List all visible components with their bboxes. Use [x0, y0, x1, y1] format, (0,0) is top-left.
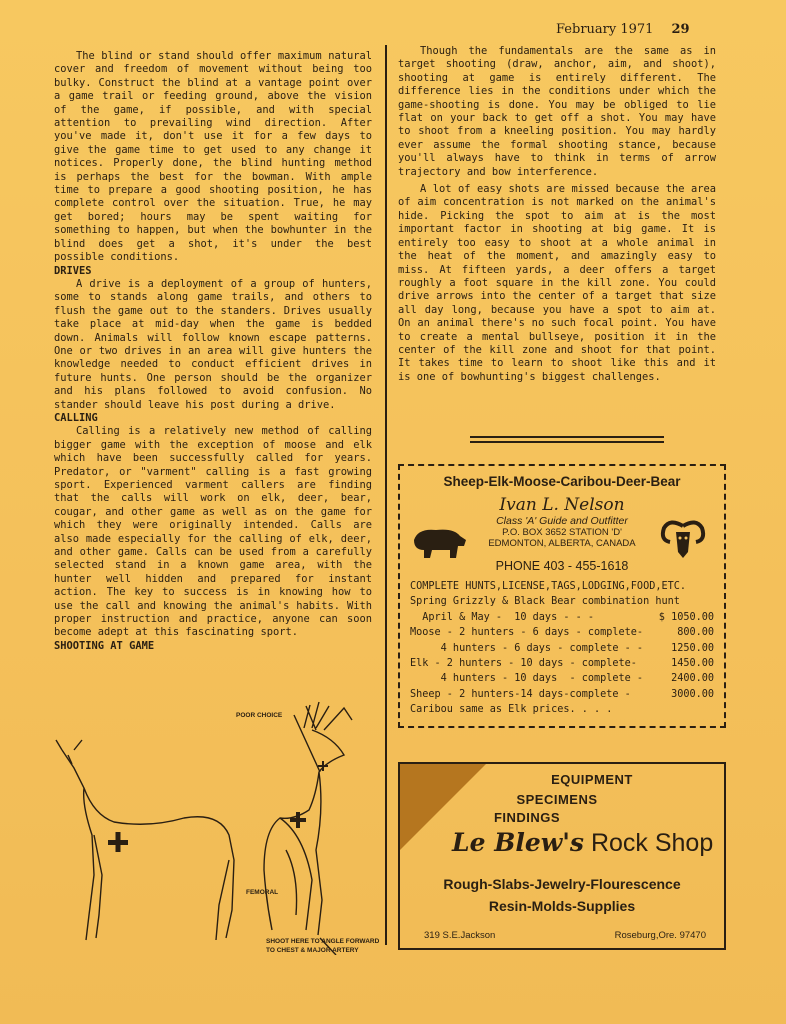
price-row-amount: 2400.00: [671, 673, 714, 685]
complete-hunts-line: COMPLETE HUNTS,LICENSE,TAGS,LODGING,FOOD,ETC.: [410, 581, 687, 592]
products-line-2: Resin-Molds-Supplies: [488, 898, 636, 914]
outfitter-address-1: P.O. BOX 3652 STATION 'D': [502, 527, 622, 538]
femoral-label: FEMORAL: [246, 889, 279, 896]
price-row: [410, 656, 714, 671]
price-row-desc: Elk - 2 hunters - 10 days - complete-: [410, 658, 637, 670]
outfitter-phone: PHONE 403 - 455-1618: [495, 559, 629, 573]
shooting-heading: SHOOTING AT GAME: [54, 639, 155, 652]
deer-illustration: [54, 700, 384, 955]
outfitter-class: Class 'A' Guide and Outfitter: [496, 515, 628, 527]
section-rule-bottom: [470, 441, 664, 443]
bear-icon: [408, 522, 468, 562]
poor-choice-label: POOR CHOICE: [236, 712, 283, 719]
calling-heading: CALLING: [54, 411, 98, 424]
price-row: [410, 610, 714, 625]
calling-paragraph: Calling is a relatively new method of calling bigger game with the exception of moose and elk which have been successfully called for years. Predator, or "varment" calling is a fast growing sport. Experienced varment callers are finding that the calls will work on elk, deer, bear, cougar, and other game as well as on the game for which they were originally intended. Calls are also made especially for the calling of elk, deer, and other game. Calls can be used from a carefully selected stand in a known game area, with the hunter well hidden and prepared for instant action. The key to success is in knowing how to use the call and knowing the animal's habits. With proper instruction and practice, anyone can soon become adept at this fascinating sport.: [54, 425, 372, 639]
issue-date: February 1971: [556, 22, 654, 37]
blind-paragraph: The blind or stand should offer maximum natural cover and freedom of movement without being too bulky. Construct the blind at a vantage point over a game trail or feeding ground, above the vision of the game, if possible, and with special attention to prevailing wind direction. After you've made it, don't use it for a few days to give the game time to get used to any change it notices. Properly done, the blind hunting method is perhaps the best for the bowman. With ample time to prepare a good shooting position, he has complete control over the situation. True, he may get bored; hours may be spent waiting for something to happen, but when the bowhunter in the blind does get a shot, it's under the best possible conditions.: [54, 50, 372, 264]
price-row-amount: $ 1050.00: [658, 611, 714, 623]
price-row-amount: 1450.00: [671, 658, 714, 670]
brand-name: Le Blew's: [452, 828, 584, 857]
findings-text: FINDINGS: [493, 810, 561, 825]
price-row: [410, 641, 714, 656]
page-header: [556, 22, 690, 37]
fundamentals-paragraph: Though the fundamentals are the same as in target shooting (draw, anchor, aim, and shoot), shooting at game is entirely different. The difference lies in the conditions under which the game-shooting is done. You may be obliged to lie flat on your back to get off a shot. You may have to shoot from a kneeling position. You may hardly ever assume the formal shooting stance, because you'll always have to think in terms of arrow trajectory and bow interference.: [398, 45, 716, 178]
price-row-desc: 4 hunters - 6 days - complete - -: [410, 642, 644, 654]
spring-hunt-line: Spring Grizzly & Black Bear combination hunt: [410, 596, 680, 608]
guide-advertisement: [398, 464, 726, 728]
price-row-amount: 3000.00: [671, 688, 714, 700]
shop-footer: [424, 930, 706, 941]
shop-name: Rock Shop: [590, 829, 714, 857]
price-row-desc: Caribou same as Elk prices. . . .: [410, 704, 613, 716]
left-column: [54, 50, 372, 653]
price-row: [410, 625, 714, 640]
price-row-desc: Sheep - 2 hunters-14 days-complete -: [410, 688, 631, 700]
easy-shots-paragraph: A lot of easy shots are missed because the area of aim concentration is not marked on the animal's hide. Picking the spot to aim at is the most important factor in shooting at big game. It is entirely too easy to shoot at a whole animal in the heat of the moment, and amazingly easy to miss. At fifteen yards, a deer offers a target roughly a foot square in the kill zone. You could drive arrows into the center of a target that size all day long, because you have a spot to aim at. On an animal there's no such focal point. You have to create a mental bullseye, position it in the center of the kill zone and shoot for that point. It takes time to learn to shoot like this and it is one of bowhunting's biggest challenges.: [398, 183, 716, 383]
price-row-amount: 1250.00: [671, 642, 714, 654]
price-row-amount: 800.00: [677, 627, 714, 639]
shop-address: 319 S.E.Jackson: [424, 930, 496, 941]
price-row-desc: Moose - 2 hunters - 6 days - complete-: [410, 627, 644, 639]
price-row: [410, 671, 714, 686]
products-line-1: Rough-Slabs-Jewelry-Flourescence: [443, 876, 681, 892]
equipment-text: EQUIPMENT: [551, 772, 633, 787]
rock-shop-advertisement: [398, 762, 726, 950]
outfitter-name: Ivan L. Nelson: [499, 495, 625, 515]
shop-city: Roseburg,Ore. 97470: [614, 930, 706, 941]
rock-shop-title: [452, 828, 713, 858]
ram-icon: [658, 516, 708, 560]
drives-heading: DRIVES: [54, 264, 92, 277]
drives-paragraph: A drive is a deployment of a group of hunters, some to stands along game trails, and others to flush the game out to the standers. Drives usually take place at mid-day when the game is bedded down. Animals will follow known escape patterns. One or two drives in an area will give hunters the knowledge needed to conduct efficient drives in future hunts. One person should be the organizer and his plans followed to avoid confusion. No stander should leave his post during a drive.: [54, 277, 372, 411]
ad-game-list: Sheep-Elk-Moose-Caribou-Deer-Bear: [443, 474, 681, 489]
price-row: [410, 687, 714, 702]
shoot-here-label: SHOOT HERE TO ANGLE FORWARD: [266, 938, 380, 945]
outfitter-address-2: EDMONTON, ALBERTA, CANADA: [488, 538, 636, 549]
page-number: 29: [671, 22, 690, 37]
shoot-here-label-2: TO CHEST & MAJOR ARTERY: [266, 947, 359, 954]
price-row: [410, 702, 714, 717]
price-row-desc: April & May - 10 days - - -: [410, 611, 595, 623]
section-rule-top: [470, 436, 664, 438]
right-column: [398, 45, 716, 384]
specimens-text: SPECIMENS: [516, 792, 598, 807]
price-row-desc: 4 hunters - 10 days - complete -: [410, 673, 644, 685]
column-divider: [385, 45, 387, 945]
price-list: [410, 579, 714, 718]
